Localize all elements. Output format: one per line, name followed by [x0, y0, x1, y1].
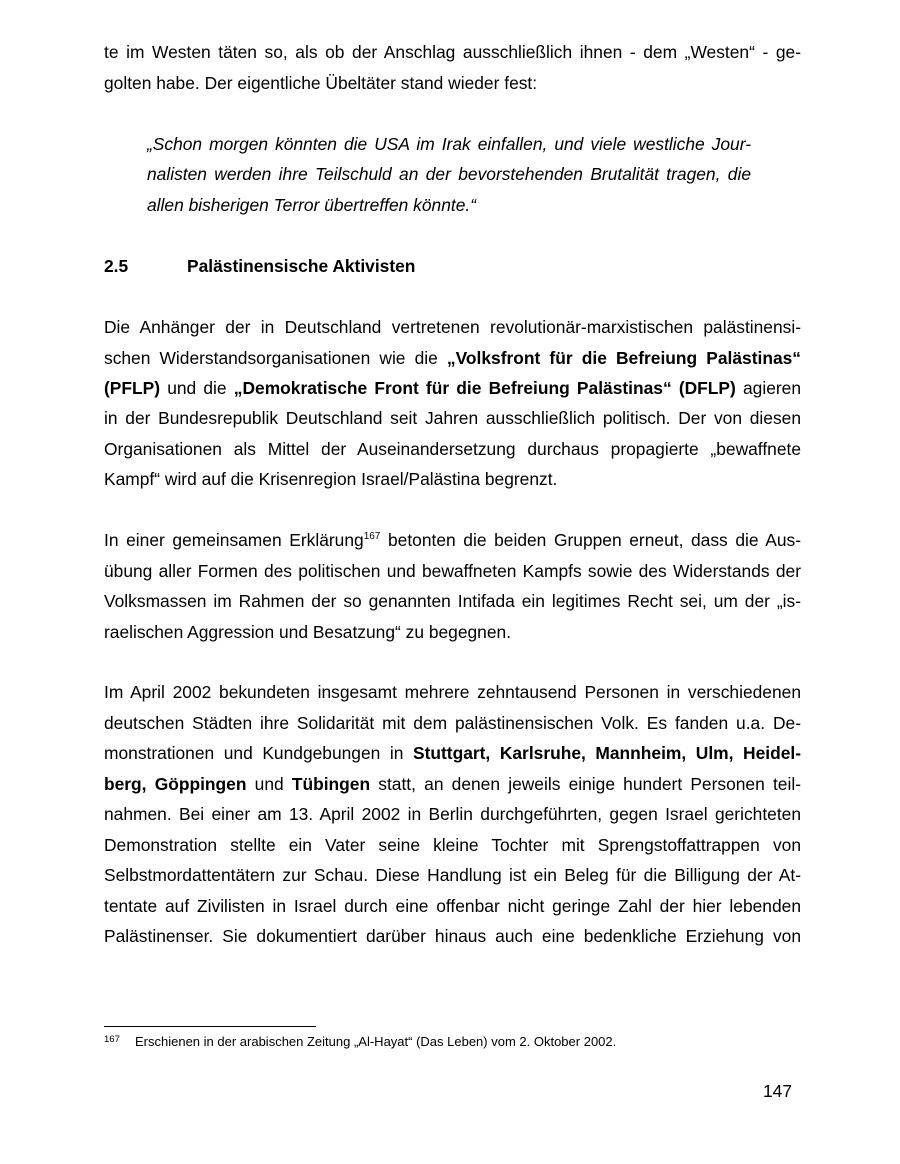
paragraph-3-line-2: deutschen Städten ihre Solidarität mit dem palästinensischen Volk. Es fanden u.a. De- [104, 713, 801, 733]
page-number: 147 [762, 1081, 792, 1101]
pflp-abbr: (PFLP) [104, 378, 161, 398]
intro-line-1: te im Westen täten so, als ob der Anschlag ausschließlich ihnen - dem „Westen“ - ge- [104, 42, 801, 62]
paragraph-2-line-1 [104, 529, 801, 551]
paragraph-3-line-3 [104, 742, 801, 764]
dflp-name: „Demokratische Front für die Befreiung Palästinas“ (DFLP) [233, 378, 736, 398]
paragraph-3-line-4 [104, 773, 801, 795]
paragraph-1-line-3-mid: und die [160, 378, 234, 398]
paragraph-3-line-4-post: statt, an denen jeweils einige hundert Personen teil- [370, 774, 801, 794]
paragraph-2-line-1-post: betonten die beiden Gruppen erneut, dass die Aus- [380, 530, 801, 550]
paragraph-1-line-6: Kampf“ wird auf die Krisenregion Israel/Palästina begrenzt. [104, 469, 558, 489]
paragraph-3-line-9: Palästinenser. Sie dokumentiert darüber hinaus auch eine bedenkliche Erziehung von [104, 926, 801, 946]
quote-line-3: allen bisherigen Terror übertreffen könnte.“ [147, 195, 477, 215]
intro-line-2: golten habe. Der eigentliche Übeltäter stand wieder fest: [104, 73, 538, 93]
paragraph-2-line-3: Volksmassen im Rahmen der so genannten Intifada ein legitimes Recht sei, um der „is- [104, 591, 801, 611]
paragraph-1-line-3-post: agieren [735, 378, 801, 398]
paragraph-1-line-1: Die Anhänger der in Deutschland vertretenen revolutionär-marxistischen palästinensi- [104, 317, 801, 337]
footnote-reference[interactable]: 167 [363, 531, 381, 542]
paragraph-1-line-3 [104, 377, 801, 399]
paragraph-3-line-4-mid: und [246, 774, 292, 794]
quote-line-1: „Schon morgen könnten die USA im Irak einfallen, und viele westliche Jour- [147, 134, 751, 154]
footnote-mark: 167 [104, 1034, 120, 1045]
paragraph-3-line-8: tentate auf Zivilisten in Israel durch eine offenbar nicht geringe Zahl der hier lebenden [104, 896, 801, 916]
paragraph-1-line-2 [104, 347, 801, 369]
paragraph-3-line-7: Selbstmordattentätern zur Schau. Diese Handlung ist ein Beleg für die Billigung der At- [104, 865, 801, 885]
pflp-name: „Volksfront für die Befreiung Palästinas“ [446, 348, 801, 368]
paragraph-3-line-6: Demonstration stellte ein Vater seine kleine Tochter mit Sprengstoffattrappen von [104, 835, 801, 855]
footnote-separator [104, 1026, 316, 1027]
paragraph-2-line-4: raelischen Aggression und Besatzung“ zu begegnen. [104, 622, 512, 642]
section-number: 2.5 [104, 256, 129, 276]
paragraph-1-line-2-text: schen Widerstandsorganisationen wie die [104, 348, 447, 368]
section-title: Palästinensische Aktivisten [187, 256, 416, 276]
cities-list-part-2: berg, Göppingen [104, 774, 247, 794]
cities-list-part-1: Stuttgart, Karlsruhe, Mannheim, Ulm, Heidel- [412, 743, 802, 763]
paragraph-1-line-4: in der Bundesrepublik Deutschland seit Jahren ausschließlich politisch. Der von diesen [104, 408, 801, 428]
paragraph-2-line-2: übung aller Formen des politischen und bewaffneten Kampfs sowie des Widerstands der [104, 561, 801, 581]
footnote-text: Erschienen in der arabischen Zeitung „Al-Hayat“ (Das Leben) vom 2. Oktober 2002. [135, 1034, 617, 1049]
paragraph-2-line-1-pre: In einer gemeinsamen Erklärung [104, 530, 364, 550]
paragraph-1-line-5: Organisationen als Mittel der Auseinandersetzung durchaus propagierte „bewaffnete [104, 439, 801, 459]
paragraph-3-line-5: nahmen. Bei einer am 13. April 2002 in Berlin durchgeführten, gegen Israel gerichteten [104, 804, 801, 824]
quote-line-2: nalisten werden ihre Teilschuld an der bevorstehenden Brutalität tragen, die [147, 164, 751, 184]
paragraph-3-line-3-pre: monstrationen und Kundgebungen in [104, 743, 413, 763]
paragraph-3-line-1: Im April 2002 bekundeten insgesamt mehrere zehntausend Personen in verschiedenen [104, 682, 801, 702]
city-tuebingen: Tübingen [291, 774, 371, 794]
